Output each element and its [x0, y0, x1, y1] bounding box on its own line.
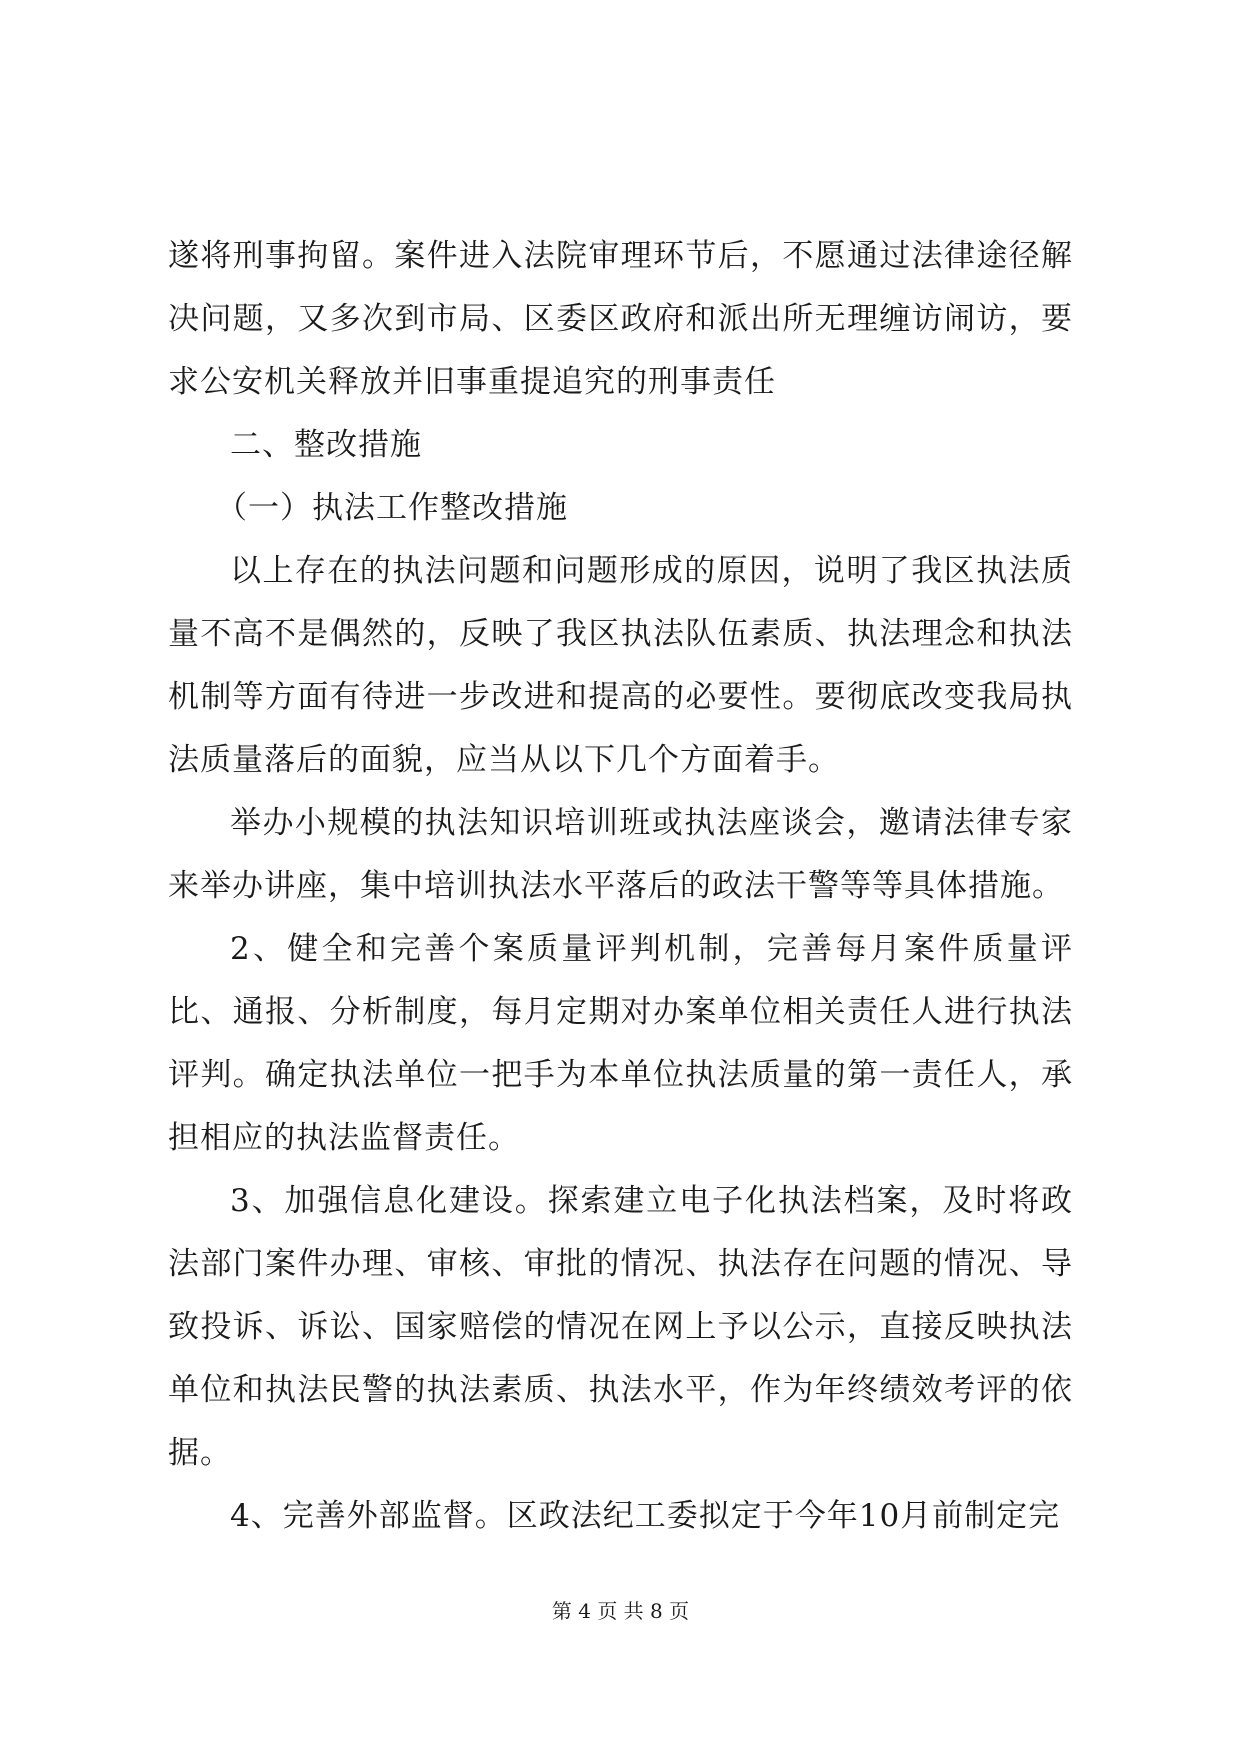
- paragraph-intro: 以上存在的执法问题和问题形成的原因，说明了我区执法质量不高不是偶然的，反映了我区执法队伍素质、执法理念和执法机制等方面有待进一步改进和提高的必要性。要彻底改变我局执法质量落后的面貌，应当从以下几个方面着手。: [168, 553, 1073, 778]
- document-body: [168, 225, 1073, 1548]
- paragraph-measure-1: 举办小规模的执法知识培训班或执法座谈会，邀请法律专家来举办讲座，集中培训执法水平落后的政法干警等等具体措施。: [168, 805, 1073, 904]
- paragraph-measure-4: 4、完善外部监督。区政法纪工委拟定于今年10月前制定完: [230, 1498, 1061, 1534]
- page-number-footer: 第 4 页 共 8 页: [551, 1599, 690, 1623]
- section-heading: 二、整改措施: [230, 427, 422, 463]
- paragraph-continuation: 遂将刑事拘留。案件进入法院审理环节后，不愿通过法律途径解决问题，又多次到市局、区委区政府和派出所无理缠访闹访，要求公安机关释放并旧事重提追究的刑事责任: [168, 238, 1073, 400]
- subsection-heading: （一）执法工作整改措施: [216, 490, 568, 526]
- paragraph-measure-2: 2、健全和完善个案质量评判机制，完善每月案件质量评比、通报、分析制度，每月定期对办案单位相关责任人进行执法评判。确定执法单位一把手为本单位执法质量的第一责任人，承担相应的执法监督责任。: [168, 931, 1073, 1156]
- paragraph-measure-3: 3、加强信息化建设。探索建立电子化执法档案，及时将政法部门案件办理、审核、审批的情况、执法存在问题的情况、导致投诉、诉讼、国家赔偿的情况在网上予以公示，直接反映执法单位和执法民警的执法素质、执法水平，作为年终绩效考评的依据。: [168, 1183, 1073, 1471]
